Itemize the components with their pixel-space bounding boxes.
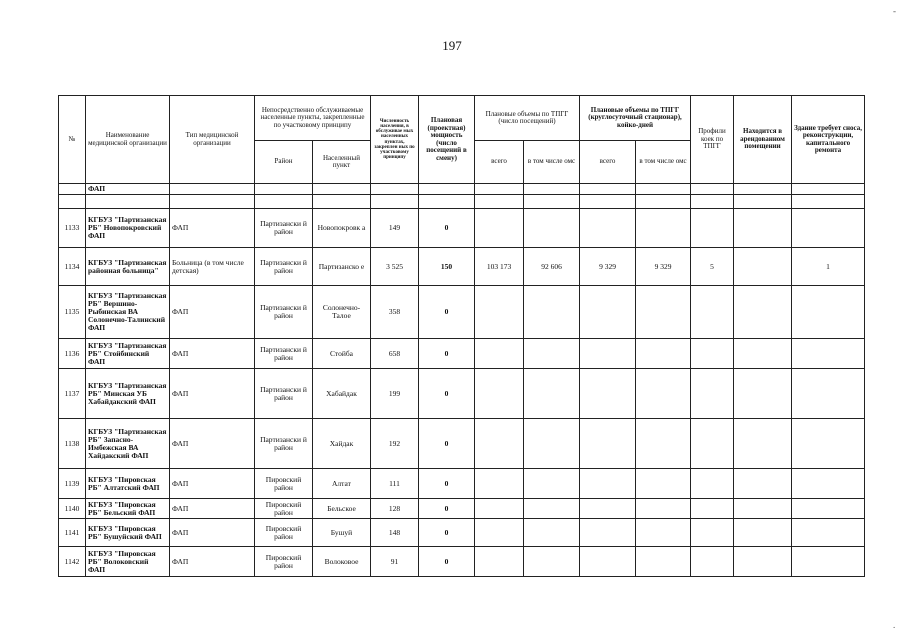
header-beddays: Плановые объемы по ТПГГ (круглосуточный стационар), койко-дней bbox=[580, 96, 691, 141]
cell-district: Партизански й район bbox=[255, 286, 313, 339]
cell-capacity: 0 bbox=[419, 519, 475, 547]
cell-population: 148 bbox=[371, 519, 419, 547]
cell-bed-total bbox=[580, 519, 636, 547]
header-profiles: Профили коек по ТПГГ bbox=[691, 96, 734, 184]
cell-visits-total bbox=[475, 499, 524, 519]
cell-rented bbox=[734, 519, 792, 547]
cell-profiles bbox=[691, 519, 734, 547]
header-visits: Плановые объемы по ТПГГ (число посещений) bbox=[475, 96, 580, 141]
cell-row-number: 1133 bbox=[59, 209, 86, 248]
cell-profiles bbox=[691, 369, 734, 419]
cell-rented bbox=[734, 369, 792, 419]
cell-population: 192 bbox=[371, 419, 419, 469]
cell-population: 149 bbox=[371, 209, 419, 248]
cell-district: Партизански й район bbox=[255, 209, 313, 248]
cell-capacity: 0 bbox=[419, 286, 475, 339]
cell-capacity: 0 bbox=[419, 209, 475, 248]
header-district: Район bbox=[255, 141, 313, 184]
cell-capacity: 0 bbox=[419, 419, 475, 469]
cell-visits-oms: 92 606 bbox=[524, 248, 580, 286]
cell-visits-total bbox=[475, 286, 524, 339]
cell-row-number: 1142 bbox=[59, 547, 86, 577]
cell-visits-oms bbox=[524, 339, 580, 369]
cell-row-number: 1138 bbox=[59, 419, 86, 469]
cell-district: Пировский район bbox=[255, 499, 313, 519]
cell-org-type: ФАП bbox=[170, 339, 255, 369]
cell-bed-total: 9 329 bbox=[580, 248, 636, 286]
cell-bed-total bbox=[580, 547, 636, 577]
cell-rented bbox=[734, 286, 792, 339]
cell-visits-oms bbox=[524, 286, 580, 339]
cell-visits-oms bbox=[524, 419, 580, 469]
header-visits-oms: в том числе омс bbox=[524, 141, 580, 184]
cell-capacity: 0 bbox=[419, 369, 475, 419]
corner-mark-top: - bbox=[893, 6, 896, 16]
cell-district: Пировский район bbox=[255, 547, 313, 577]
cell-row-number: 1136 bbox=[59, 339, 86, 369]
cell-profiles: 5 bbox=[691, 248, 734, 286]
cell-bed-oms bbox=[636, 339, 691, 369]
cell-visits-oms bbox=[524, 469, 580, 499]
cell-row-number: 1134 bbox=[59, 248, 86, 286]
table-row bbox=[59, 547, 865, 577]
cell-profiles bbox=[691, 547, 734, 577]
header-settlement: Населенный пункт bbox=[313, 141, 371, 184]
cell-visits-total bbox=[475, 339, 524, 369]
cell-bed-oms bbox=[636, 286, 691, 339]
cell-settlement: Солонечно-Талое bbox=[313, 286, 371, 339]
table-row bbox=[59, 286, 865, 339]
cell-settlement: Стойба bbox=[313, 339, 371, 369]
header-building: Здание требует сноса, реконструкции, капитального ремонта bbox=[792, 96, 865, 184]
continuation-row bbox=[59, 184, 865, 195]
header-type: Тип медицинской организации bbox=[170, 96, 255, 184]
table-row bbox=[59, 209, 865, 248]
cell-population: 358 bbox=[371, 286, 419, 339]
table-row bbox=[59, 499, 865, 519]
cell-visits-total bbox=[475, 369, 524, 419]
cell-org-name: КГБУЗ "Партизанская районная больница" bbox=[86, 248, 170, 286]
cell-visits-oms bbox=[524, 369, 580, 419]
table-row bbox=[59, 248, 865, 286]
cell-district: Партизански й район bbox=[255, 419, 313, 469]
cell-bed-total bbox=[580, 209, 636, 248]
cell-capacity: 0 bbox=[419, 339, 475, 369]
cell-org-name: КГБУЗ "Пировская РБ" Бельский ФАП bbox=[86, 499, 170, 519]
cell-settlement: Партизанско е bbox=[313, 248, 371, 286]
cell-profiles bbox=[691, 469, 734, 499]
header-bed-total: всего bbox=[580, 141, 636, 184]
cell-district: Пировский район bbox=[255, 519, 313, 547]
cell-bed-oms bbox=[636, 547, 691, 577]
header-num: № bbox=[59, 96, 86, 184]
cell-building bbox=[792, 519, 865, 547]
cell-rented bbox=[734, 209, 792, 248]
cell-bed-oms bbox=[636, 209, 691, 248]
table-row bbox=[59, 519, 865, 547]
cell-org-type: ФАП bbox=[170, 547, 255, 577]
cell-settlement: Хайдак bbox=[313, 419, 371, 469]
cell-visits-total bbox=[475, 469, 524, 499]
table-row bbox=[59, 369, 865, 419]
continuation-name: ФАП bbox=[86, 184, 170, 195]
cell-row-number: 1140 bbox=[59, 499, 86, 519]
header-capacity: Плановая (проектная) мощность (число посещений в смену) bbox=[419, 96, 475, 184]
cell-district: Пировский район bbox=[255, 469, 313, 499]
cell-building: 1 bbox=[792, 248, 865, 286]
table-row bbox=[59, 419, 865, 469]
cell-rented bbox=[734, 547, 792, 577]
cell-org-name: КГБУЗ "Пировская РБ" Алтатский ФАП bbox=[86, 469, 170, 499]
cell-bed-oms: 9 329 bbox=[636, 248, 691, 286]
cell-org-name: КГБУЗ "Партизанская РБ" Вершино-Рыбинская ВА Солонечно-Талинский ФАП bbox=[86, 286, 170, 339]
cell-visits-total bbox=[475, 547, 524, 577]
cell-building bbox=[792, 209, 865, 248]
cell-population: 658 bbox=[371, 339, 419, 369]
cell-org-name: КГБУЗ "Партизанская РБ" Новопокровский ФАП bbox=[86, 209, 170, 248]
cell-rented bbox=[734, 419, 792, 469]
cell-visits-total bbox=[475, 419, 524, 469]
cell-org-type: ФАП bbox=[170, 519, 255, 547]
cell-bed-total bbox=[580, 369, 636, 419]
cell-bed-oms bbox=[636, 519, 691, 547]
cell-bed-oms bbox=[636, 369, 691, 419]
cell-org-name: КГБУЗ "Партизанская РБ" Стойбинский ФАП bbox=[86, 339, 170, 369]
cell-org-type: ФАП bbox=[170, 499, 255, 519]
cell-population: 199 bbox=[371, 369, 419, 419]
cell-org-name: КГБУЗ "Партизанская РБ" Запасно-Имбежская ВА Хайдакский ФАП bbox=[86, 419, 170, 469]
cell-bed-oms bbox=[636, 499, 691, 519]
cell-rented bbox=[734, 339, 792, 369]
page-number: 197 bbox=[442, 38, 462, 53]
cell-capacity: 0 bbox=[419, 499, 475, 519]
cell-org-type: Больница (в том числе детская) bbox=[170, 248, 255, 286]
cell-rented bbox=[734, 499, 792, 519]
cell-capacity: 150 bbox=[419, 248, 475, 286]
cell-bed-oms bbox=[636, 419, 691, 469]
cell-district: Партизански й район bbox=[255, 369, 313, 419]
cell-visits-oms bbox=[524, 209, 580, 248]
header-name: Наименование медицинской организации bbox=[86, 96, 170, 184]
cell-org-type: ФАП bbox=[170, 286, 255, 339]
cell-population: 111 bbox=[371, 469, 419, 499]
cell-visits-total: 103 173 bbox=[475, 248, 524, 286]
cell-rented bbox=[734, 469, 792, 499]
cell-profiles bbox=[691, 209, 734, 248]
cell-building bbox=[792, 419, 865, 469]
cell-org-type: ФАП bbox=[170, 469, 255, 499]
cell-bed-total bbox=[580, 469, 636, 499]
cell-capacity: 0 bbox=[419, 469, 475, 499]
cell-bed-total bbox=[580, 419, 636, 469]
cell-population: 128 bbox=[371, 499, 419, 519]
cell-org-name: КГБУЗ "Партизанская РБ" Минская УБ Хабайдакский ФАП bbox=[86, 369, 170, 419]
cell-bed-oms bbox=[636, 469, 691, 499]
cell-org-type: ФАП bbox=[170, 209, 255, 248]
cell-building bbox=[792, 339, 865, 369]
header-bed-oms: в том числе омс bbox=[636, 141, 691, 184]
cell-org-type: ФАП bbox=[170, 369, 255, 419]
cell-population: 3 525 bbox=[371, 248, 419, 286]
cell-district: Партизански й район bbox=[255, 339, 313, 369]
cell-row-number: 1141 bbox=[59, 519, 86, 547]
cell-settlement: Бельское bbox=[313, 499, 371, 519]
corner-mark-bottom: . bbox=[893, 620, 896, 630]
medical-organizations-table bbox=[58, 95, 865, 577]
cell-settlement: Новопокровк а bbox=[313, 209, 371, 248]
cell-row-number: 1135 bbox=[59, 286, 86, 339]
cell-capacity: 0 bbox=[419, 547, 475, 577]
cell-district: Партизански й район bbox=[255, 248, 313, 286]
cell-profiles bbox=[691, 286, 734, 339]
cell-building bbox=[792, 369, 865, 419]
cell-building bbox=[792, 547, 865, 577]
cell-settlement: Волоковое bbox=[313, 547, 371, 577]
cell-population: 91 bbox=[371, 547, 419, 577]
cell-visits-oms bbox=[524, 519, 580, 547]
cell-visits-oms bbox=[524, 499, 580, 519]
header-served: Непосредственно обслуживаемые населенные пункты, закрепленные по участковому принципу bbox=[255, 96, 371, 141]
cell-building bbox=[792, 499, 865, 519]
cell-org-name: КГБУЗ "Пировская РБ" Бушуйский ФАП bbox=[86, 519, 170, 547]
cell-profiles bbox=[691, 499, 734, 519]
cell-profiles bbox=[691, 339, 734, 369]
cell-bed-total bbox=[580, 339, 636, 369]
cell-visits-oms bbox=[524, 547, 580, 577]
cell-visits-total bbox=[475, 519, 524, 547]
cell-building bbox=[792, 286, 865, 339]
header-visits-total: всего bbox=[475, 141, 524, 184]
cell-profiles bbox=[691, 419, 734, 469]
cell-org-type: ФАП bbox=[170, 419, 255, 469]
cell-row-number: 1137 bbox=[59, 369, 86, 419]
cell-bed-total bbox=[580, 499, 636, 519]
cell-visits-total bbox=[475, 209, 524, 248]
header-population: Численность населения, в обслуживае мых населенных пунктах, закреплен ных по участковому принципу bbox=[371, 96, 419, 184]
cell-rented bbox=[734, 248, 792, 286]
spacer-row bbox=[59, 195, 865, 209]
cell-settlement: Хабайдак bbox=[313, 369, 371, 419]
cell-settlement: Алтат bbox=[313, 469, 371, 499]
cell-row-number: 1139 bbox=[59, 469, 86, 499]
table-row bbox=[59, 339, 865, 369]
header-rented: Находится в арендованном помещении bbox=[734, 96, 792, 184]
cell-bed-total bbox=[580, 286, 636, 339]
cell-building bbox=[792, 469, 865, 499]
cell-settlement: Бушуй bbox=[313, 519, 371, 547]
table-row bbox=[59, 469, 865, 499]
cell-org-name: КГБУЗ "Пировская РБ" Волоковский ФАП bbox=[86, 547, 170, 577]
